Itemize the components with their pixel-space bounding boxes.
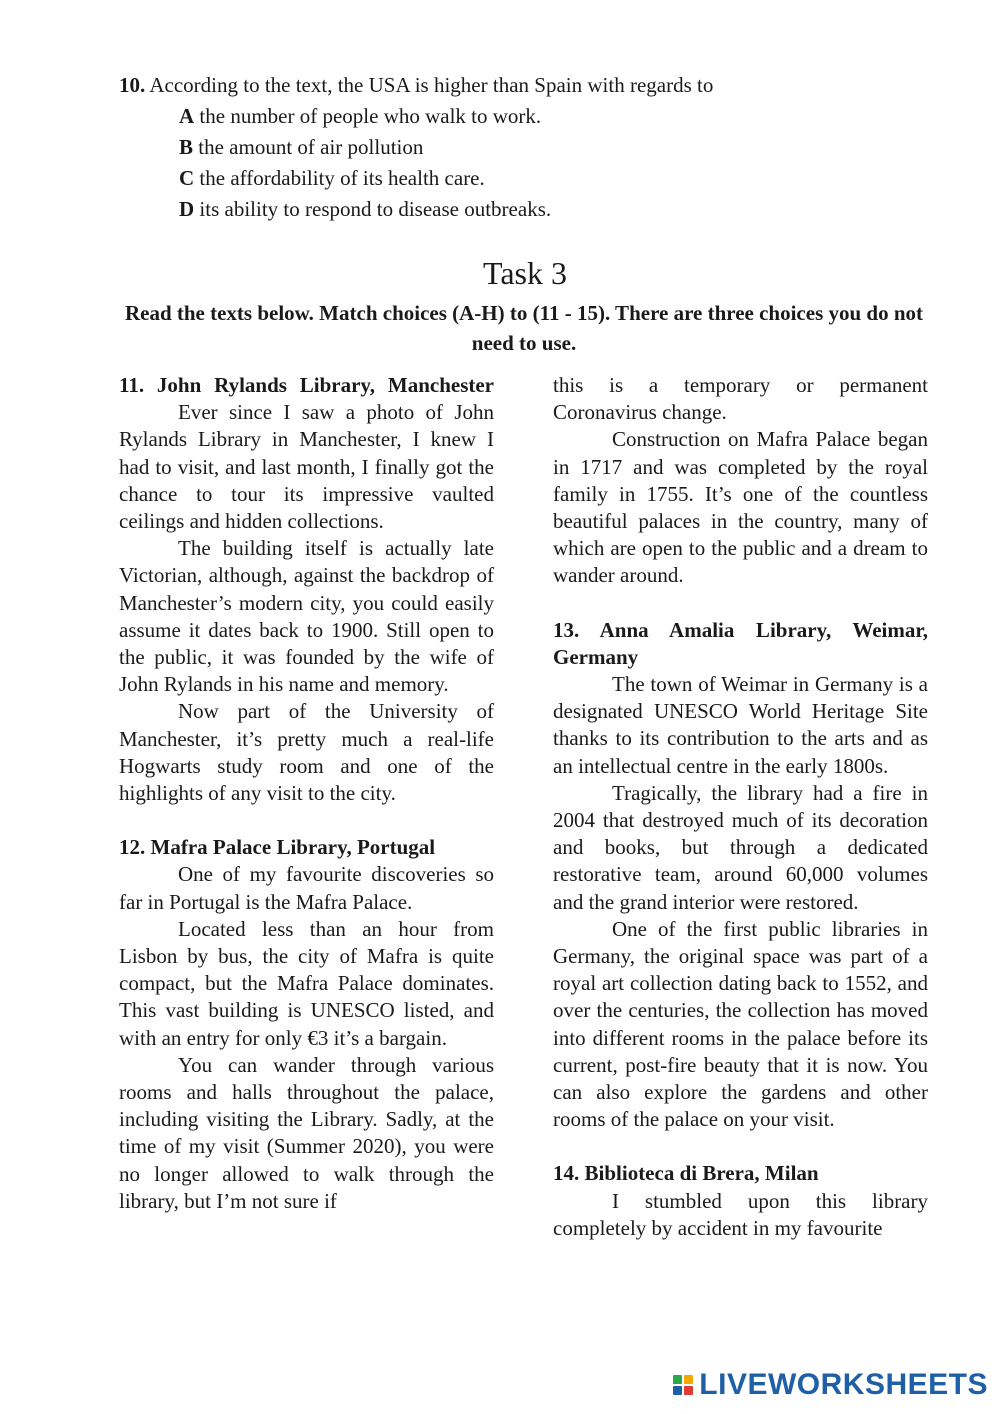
question-number: 10.	[119, 73, 146, 97]
question-text: According to the text, the USA is higher than Spain with regards to	[149, 73, 714, 97]
text-12-paragraph: One of my favourite discoveries so far in Portugal is the Mafra Palace.	[119, 862, 494, 914]
question-stem	[119, 70, 919, 101]
option-text: its ability to respond to disease outbreaks.	[199, 197, 552, 221]
task-instruction: Read the texts below. Match choices (A-H) to (11 - 15). There are three choices you do not need to use.	[124, 301, 924, 355]
text-14-paragraph: I stumbled upon this library completely by accident in my favourite	[553, 1188, 928, 1240]
text-12-paragraph: Located less than an hour from Lisbon by bus, the city of Mafra is quite compact, but the Mafra Palace dominates. This vast building is UNESCO listed, and with an entry for only €3 it’s a bargain.	[119, 916, 494, 1050]
text-13-paragraph: One of the first public libraries in Germany, the original space was part of a royal art collection dating back to 1552, and over the centuries, the collection has moved into different rooms in the palace before its current, post-fire beauty that it is now. You can also explore the gardens and other rooms of the palace on your visit.	[553, 916, 928, 1132]
option-b	[179, 132, 919, 163]
logo-square	[673, 1375, 682, 1384]
option-letter: A	[179, 104, 195, 128]
logo-square	[684, 1375, 693, 1384]
text-11-paragraph: Now part of the University of Manchester, it’s pretty much a real-life Hogwarts study room and one of the highlights of any visit to the city.	[119, 699, 494, 806]
left-column	[119, 372, 494, 1215]
option-text: the affordability of its health care.	[199, 166, 485, 190]
text-12-paragraph: You can wander through various rooms and halls throughout the palace, including visiting the Library. Sadly, at the time of my visit (Summer 2020), you were no longer allowed to walk through the library, but I’m not sure if	[119, 1052, 494, 1213]
option-d	[179, 194, 919, 225]
question-10	[119, 70, 919, 225]
right-column	[553, 372, 928, 1242]
text-13-paragraph: The town of Weimar in Germany is a designated UNESCO World Heritage Site thanks to its contribution to the arts and as an intellectual centre in the early 1800s.	[553, 672, 928, 778]
option-letter: D	[179, 197, 195, 221]
logo-square	[673, 1386, 682, 1395]
text-12-heading: 12. Mafra Palace Library, Portugal	[119, 835, 436, 860]
text-14-heading: 14. Biblioteca di Brera, Milan	[553, 1161, 819, 1186]
logo-text: LIVEWORKSHEETS	[699, 1368, 988, 1401]
text-11-heading: 11. John Rylands Library, Manchester	[119, 373, 494, 397]
option-text: the number of people who walk to work.	[199, 104, 542, 128]
liveworksheets-logo	[673, 1368, 988, 1402]
option-text: the amount of air pollution	[198, 135, 424, 159]
task-title: Task 3	[483, 255, 567, 291]
option-a	[179, 101, 919, 132]
text-11-paragraph: Ever since I saw a photo of John Rylands Library in Manchester, I knew I had to visit, and last month, I finally got the chance to tour its impressive vaulted ceilings and hidden collections.	[119, 400, 494, 534]
option-c	[179, 163, 919, 194]
logo-square	[684, 1386, 693, 1395]
option-letter: B	[179, 135, 194, 159]
text-13-paragraph: Tragically, the library had a fire in 2004 that destroyed much of its decoration and books, but through a dedicated restorative team, around 60,000 volumes and the grand interior were restored.	[553, 780, 928, 914]
option-letter: C	[179, 166, 195, 190]
text-12-paragraph: Construction on Mafra Palace began in 1717 and was completed by the royal family in 1755. It’s one of the countless beautiful palaces in the country, many of which are open to the public and a dream to wander around.	[553, 427, 928, 588]
text-12-paragraph: this is a temporary or permanent Coronavirus change.	[553, 373, 928, 425]
logo-mark-icon	[673, 1375, 693, 1395]
text-11-paragraph: The building itself is actually late Victorian, although, against the backdrop of Manchester’s modern city, you could easily assume it dates back to 1900. Still open to the public, it was founded by the wife of John Rylands in his name and memory.	[119, 536, 494, 697]
text-13-heading: 13. Anna Amalia Library, Weimar, Germany	[553, 617, 928, 669]
